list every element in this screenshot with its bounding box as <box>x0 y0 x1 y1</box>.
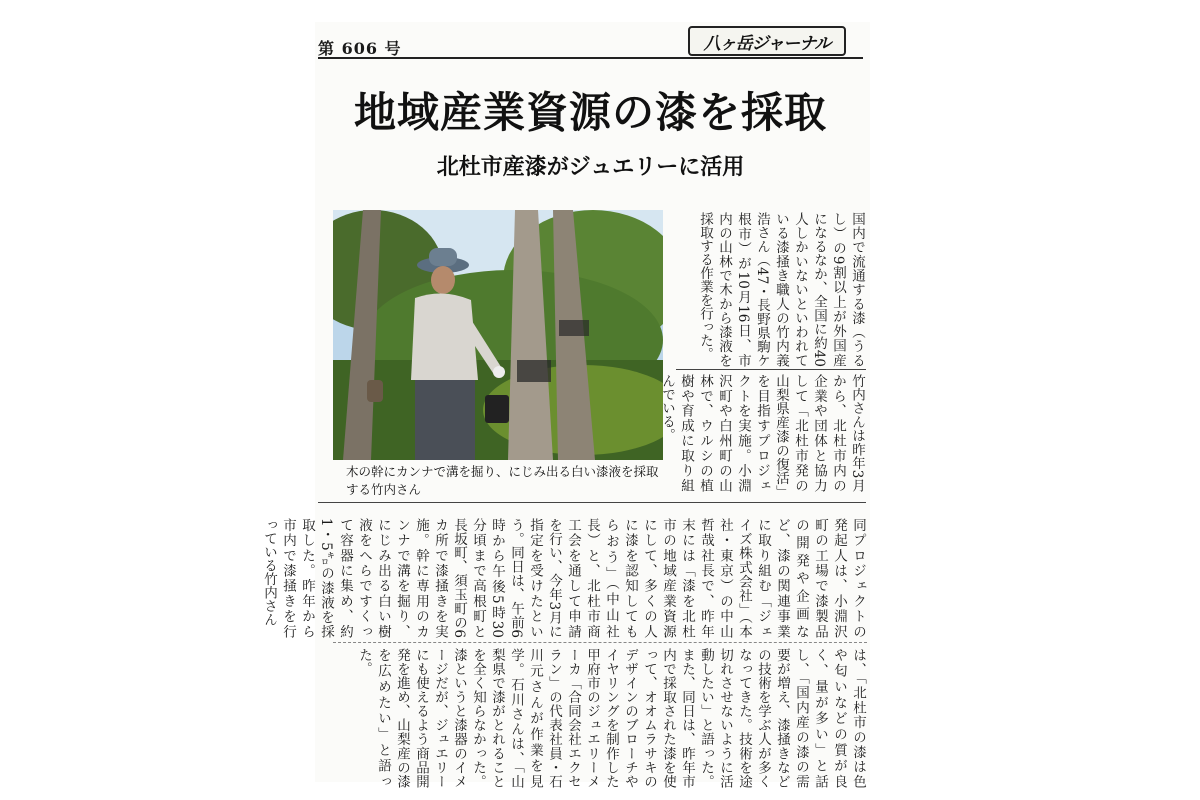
column-rule <box>676 369 866 370</box>
issue-number: 第 606 号 <box>318 39 402 58</box>
headline: 地域産業資源の漆を採取 <box>353 88 827 137</box>
column-rule <box>333 642 867 643</box>
article-body-block-1: 国内で流通する漆（うるし）の9割以上が外国産になるなか、全国に約40人しかいないといわれている漆掻き職人の竹内義浩さん（47・長野県駒ケ根市）が10月16日、市内の山林で木から漆液を採取する作業を行った。 <box>697 212 865 367</box>
photo-caption: 木の幹にカンナで溝を掘り、にじみ出る白い漆液を採取する竹内さん <box>346 464 659 497</box>
masthead-logo: 八ヶ岳ジャーナル <box>688 26 846 56</box>
header-rule <box>318 57 863 59</box>
article-body-block-2: 竹内さんは昨年3月から、北杜市内の企業や団体と協力して「北杜市発の山梨県産漆の復活」を目指すプロジェクトを実施。小淵沢町や白州町の山林で、ウルシの植樹や育成に取り組んでいる。 <box>659 374 865 492</box>
article-body-block-4: は、「北杜市の漆は色や匂いなどの質が良く、量が多い」と話し、「国内産の漆の需要が増え、漆掻きなどの技術を学ぶ人が多くなってきた。技術を途切れさせないように活動したい」と語った。また、同日は、昨年市内で採取された漆を使って、オオムラサキのデザインのブローチやイヤリングを制作した甲府市のジュエリーメーカ「合同会社エクセラン」の代表社員・石川元さんが作業を見学。石川さんは、「山梨県で漆がとれることを全く知らなかった。漆というと漆器のイメージだが、ジュエリーにも使えるよう商品開発を進め、山梨産の漆を広めたい」と語った。 <box>356 648 866 788</box>
article-photo <box>333 210 663 460</box>
column-rule <box>318 502 866 503</box>
subheadline: 北杜市産漆がジュエリーに活用 <box>436 155 745 180</box>
article-body-block-3: 同プロジェクトの発起人は、小淵沢町の工場で漆製品の開発や企画など、漆の関連事業に取り組む「ジェイズ株式会社」（本社・東京）の中山哲哉社長で、昨年末には「漆を北杜市の地域産業資源にして、多くの人に漆を認知してもらおう」（中山社長）と、北杜市商工会を通して申請を行い、今年3月に指定を受けたという。同日は、午前6時から午後5時30分頃まで高根町と長坂町、須玉町の6カ所で漆掻きを実施。幹に専用のカンナで溝を掘り、にじみ出る白い樹液をへらですくって容器に集め、約1・5㌔の漆液を採取した。昨年から市内で漆掻きを行っている竹内さん <box>261 518 866 638</box>
